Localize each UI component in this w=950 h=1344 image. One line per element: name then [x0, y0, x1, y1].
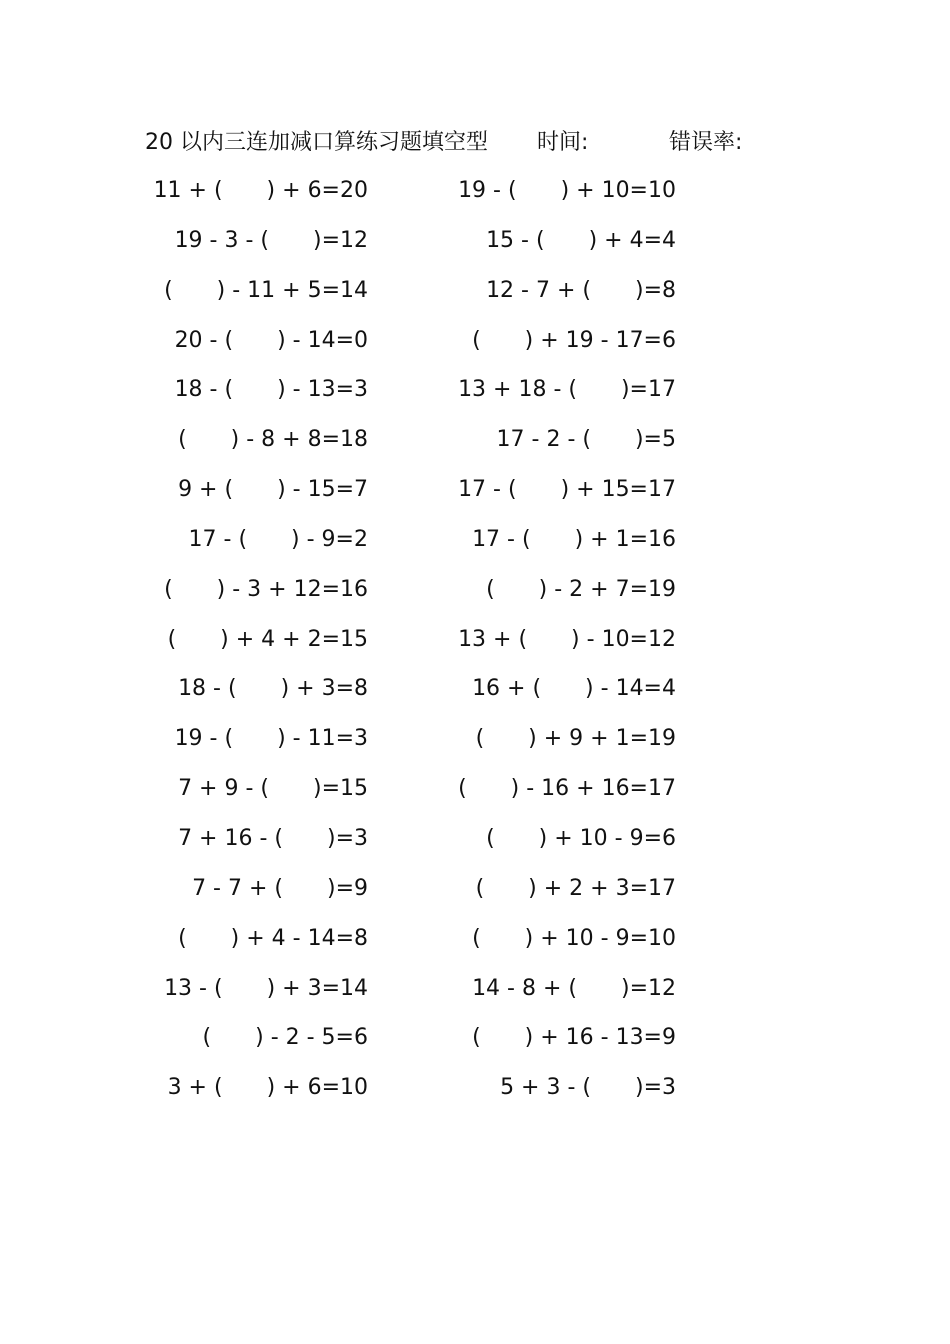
problem-row: 7 + 16 - ( )=3 — [178, 825, 368, 851]
problem-row: ( ) - 8 + 8=18 — [178, 427, 368, 453]
problem-row: 17 - ( ) + 15=17 — [458, 477, 676, 503]
problem-row: 18 - ( ) - 13=3 — [174, 377, 368, 403]
problem-row: 19 - ( ) - 11=3 — [174, 726, 368, 752]
time-label: 时间: — [537, 130, 589, 155]
error-rate-label: 错误率: — [669, 130, 743, 155]
problem-row: 7 - 7 + ( )=9 — [192, 875, 368, 901]
problem-row: 20 - ( ) - 14=0 — [174, 327, 368, 353]
worksheet-header — [145, 126, 785, 160]
problem-row: 11 + ( ) + 6=20 — [153, 178, 368, 203]
problem-row: 18 - ( ) + 3=8 — [178, 676, 368, 702]
problem-row: 15 - ( ) + 4=4 — [486, 227, 676, 253]
problem-row: ( ) + 2 + 3=17 — [475, 875, 676, 901]
problem-row: 14 - 8 + ( )=12 — [472, 975, 676, 1001]
problem-row: 5 + 3 - ( )=3 — [500, 1075, 676, 1101]
problem-row: 16 + ( ) - 14=4 — [472, 676, 676, 702]
problem-row: 13 - ( ) + 3=14 — [164, 975, 368, 1001]
problem-row: 12 - 7 + ( )=8 — [486, 277, 676, 303]
problem-row: ( ) - 16 + 16=17 — [458, 776, 676, 802]
problem-row: 17 - 2 - ( )=5 — [496, 427, 676, 453]
problem-row: 19 - 3 - ( )=12 — [174, 227, 368, 253]
problem-row: ( ) - 2 + 7=19 — [486, 576, 676, 602]
problem-row: 13 + 18 - ( )=17 — [458, 377, 676, 403]
problem-row: 9 + ( ) - 15=7 — [178, 477, 368, 503]
problem-row: 17 - ( ) - 9=2 — [188, 526, 368, 552]
worksheet-title: 20 以内三连加减口算练习题填空型 — [145, 130, 488, 155]
problem-row: 19 - ( ) + 10=10 — [458, 178, 676, 203]
problem-row: 3 + ( ) + 6=10 — [167, 1075, 368, 1101]
problem-row: ( ) + 10 - 9=10 — [472, 925, 676, 951]
problem-row: ( ) - 2 - 5=6 — [202, 1025, 368, 1051]
problem-row: ( ) + 16 - 13=9 — [472, 1025, 676, 1051]
left-problem-column — [148, 174, 368, 1121]
problem-row: ( ) + 19 - 17=6 — [472, 327, 676, 353]
right-problem-column — [456, 174, 676, 1121]
problem-row: ( ) - 3 + 12=16 — [164, 576, 368, 602]
problem-row: ( ) + 10 - 9=6 — [486, 825, 676, 851]
problem-row: ( ) + 9 + 1=19 — [475, 726, 676, 752]
problem-row: ( ) + 4 + 2=15 — [167, 626, 368, 652]
problem-row: ( ) + 4 - 14=8 — [178, 925, 368, 951]
problem-row: 17 - ( ) + 1=16 — [472, 526, 676, 552]
problem-row: 13 + ( ) - 10=12 — [458, 626, 676, 652]
problem-row: 7 + 9 - ( )=15 — [178, 776, 368, 802]
problem-row: ( ) - 11 + 5=14 — [164, 277, 368, 303]
